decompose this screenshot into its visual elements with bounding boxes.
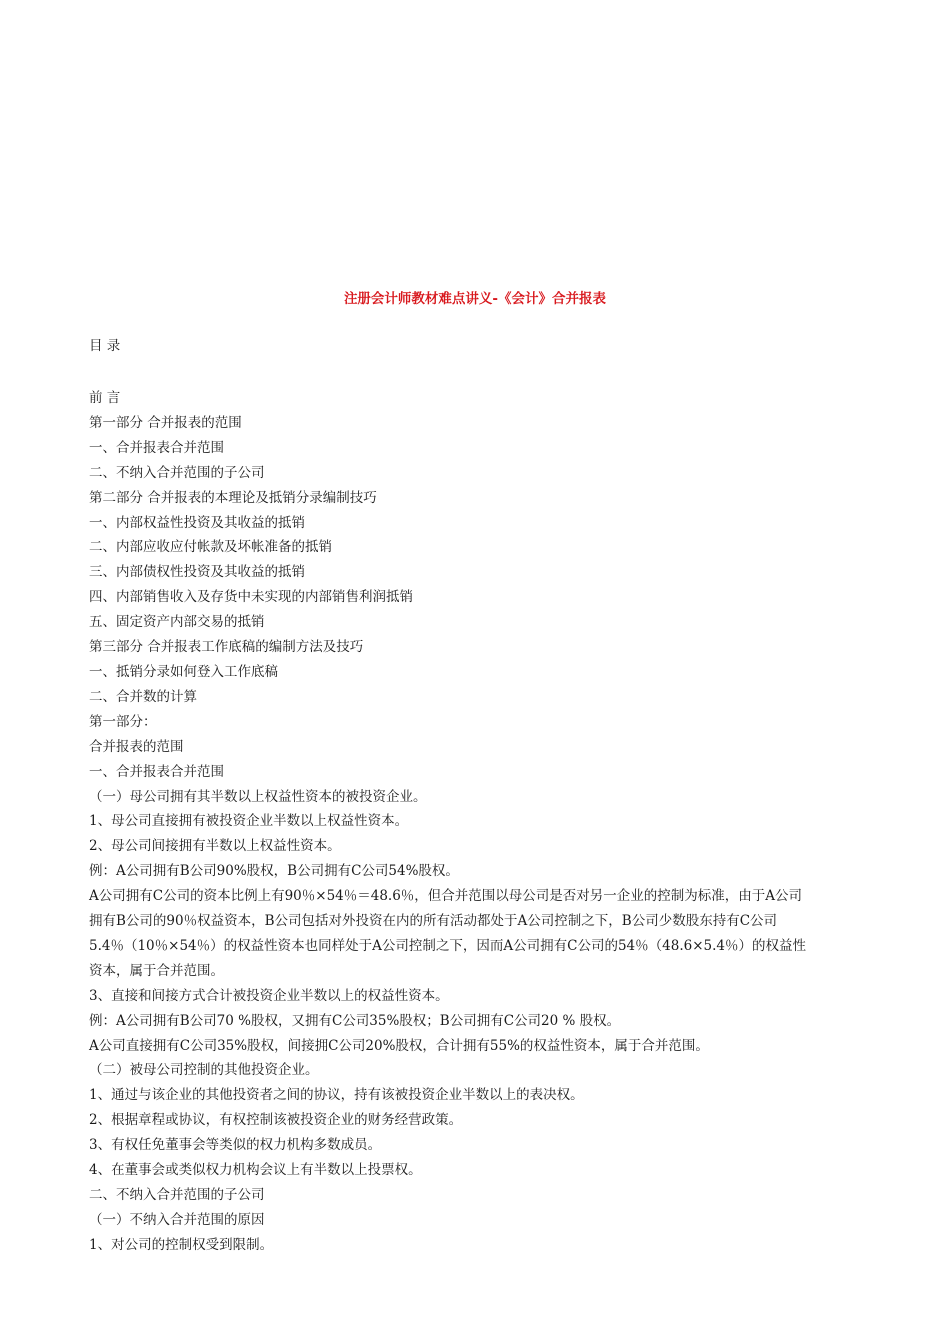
text-line: 例：A公司拥有B公司90%股权，B公司拥有C公司54%股权。 bbox=[89, 863, 459, 880]
text-line: 1、对公司的控制权受到限制。 bbox=[89, 1236, 274, 1253]
page-title: 注册会计师教材难点讲义-《会计》合并报表 bbox=[343, 291, 607, 307]
text-line: 第一部分 合并报表的范围 bbox=[89, 414, 242, 431]
text-line: 一、内部权益性投资及其收益的抵销 bbox=[89, 514, 305, 531]
text-line: 第一部分： bbox=[89, 713, 157, 730]
text-line: A公司直接拥有C公司35%股权，间接拥C公司20%股权，合计拥有55%的权益性资本，属于合并范围。 bbox=[89, 1037, 709, 1054]
text-line: 2、母公司间接拥有半数以上权益性资本。 bbox=[89, 838, 341, 855]
text-line: 一、合并报表合并范围 bbox=[89, 763, 224, 780]
text-line: 拥有B公司的90％权益资本，B公司包括对外投资在内的所有活动都处于A公司控制之下，B公司少数股东持有C公司 bbox=[89, 913, 778, 930]
text-line: 二、不纳入合并范围的子公司 bbox=[89, 1187, 265, 1203]
text-line: 第三部分 合并报表工作底稿的编制方法及技巧 bbox=[89, 639, 364, 656]
text-line: 四、内部销售收入及存货中未实现的内部销售利润抵销 bbox=[89, 589, 413, 606]
text-line: A公司拥有C公司的资本比例上有90％×54％＝48.6％，但合并范围以母公司是否对另一企业的控制为标准，由于A公司 bbox=[89, 888, 803, 905]
text-line: 1、母公司直接拥有被投资企业半数以上权益性资本。 bbox=[89, 813, 409, 830]
text-line: 资本，属于合并范围。 bbox=[89, 962, 224, 979]
text-line: 3、有权任免董事会等类似的权力机构多数成员。 bbox=[89, 1137, 382, 1154]
document-body bbox=[89, 386, 861, 1258]
text-line: 前 言 bbox=[89, 390, 121, 406]
text-line: 1、通过与该企业的其他投资者之间的协议，持有该被投资企业半数以上的表决权。 bbox=[89, 1087, 584, 1104]
text-line: 例：A公司拥有B公司70 %股权，又拥有C公司35%股权；B公司拥有C公司20 % 股权。 bbox=[89, 1012, 621, 1029]
text-line: 二、不纳入合并范围的子公司 bbox=[89, 464, 265, 481]
text-line: 4、在董事会或类似权力机构会议上有半数以上投票权。 bbox=[89, 1162, 422, 1179]
text-line: 一、抵销分录如何登入工作底稿 bbox=[89, 663, 278, 680]
text-line: （一）不纳入合并范围的原因 bbox=[89, 1211, 265, 1228]
text-line: 第二部分 合并报表的本理论及抵销分录编制技巧 bbox=[89, 489, 377, 506]
text-line: 合并报表的范围 bbox=[89, 738, 184, 755]
toc-heading: 目 录 bbox=[89, 338, 121, 354]
text-line: （二）被母公司控制的其他投资企业。 bbox=[89, 1062, 319, 1079]
text-line: 三、内部债权性投资及其收益的抵销 bbox=[89, 564, 305, 581]
text-line: 5.4％（10％×54％）的权益性资本也同样处于A公司控制之下，因而A公司拥有C公司的54％（48.6×5.4％）的权益性 bbox=[89, 937, 806, 954]
text-line: 五、固定资产内部交易的抵销 bbox=[89, 614, 265, 631]
text-line: 2、根据章程或协议，有权控制该被投资企业的财务经营政策。 bbox=[89, 1112, 463, 1129]
text-line: 二、内部应收应付帐款及坏帐准备的抵销 bbox=[89, 539, 332, 556]
text-line: 3、直接和间接方式合计被投资企业半数以上的权益性资本。 bbox=[89, 987, 449, 1004]
text-line: （一）母公司拥有其半数以上权益性资本的被投资企业。 bbox=[89, 788, 427, 805]
text-line: 二、合并数的计算 bbox=[89, 688, 197, 705]
text-line: 一、合并报表合并范围 bbox=[89, 439, 224, 456]
